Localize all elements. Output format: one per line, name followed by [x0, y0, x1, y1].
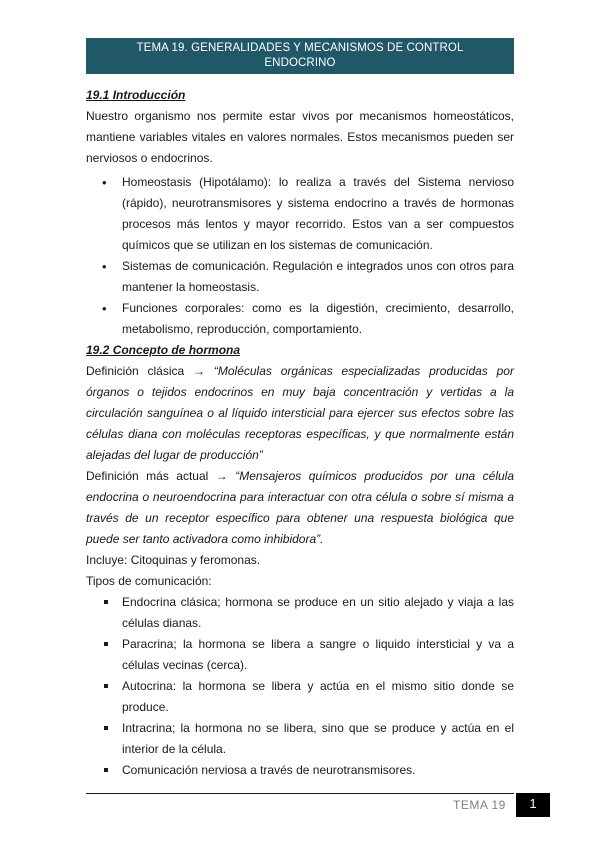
arrow-icon: → — [193, 364, 206, 378]
list-item: Paracrina; la hormona se libera a sangre o liquido intersticial y va a células vecinas (cerca). — [86, 634, 514, 676]
current-definition-paragraph — [86, 466, 514, 550]
classic-definition-paragraph — [86, 361, 514, 466]
list-item: Autocrina: la hormona se libera y actúa en el mismo sitio donde se produce. — [86, 676, 514, 718]
list-item: • Funciones corporales: como es la digestión, crecimiento, desarrollo, metabolismo, reproducción, comportamiento. — [86, 298, 514, 340]
section-heading-introduccion: 19.1 Introducción — [86, 88, 186, 102]
list-item: • Sistemas de comunicación. Regulación e integrados unos con otros para mantener la homeostasis. — [86, 256, 514, 298]
page-number: 1 — [516, 793, 550, 817]
communication-types-list — [86, 592, 514, 781]
section-heading-concepto-hormona: 19.2 Concepto de hormona — [86, 343, 241, 357]
header-title-line-1: TEMA 19. GENERALIDADES Y MECANISMOS DE CONTROL — [136, 42, 464, 54]
current-definition-text: “Mensajeros químicos producidos por una célula endocrina o neuroendocrina para interactuar con otra célula o sobre sí misma a través de un receptor específico para obtener una respuesta biológica que puede ser tanto activadora como inhibidora”. — [86, 469, 515, 546]
intro-bullet-list — [86, 172, 514, 340]
header-title-line-2: ENDOCRINO — [264, 56, 336, 69]
list-item: Intracrina; la hormona no se libera, sino que se produce y actúa en el interior de la célula. — [86, 718, 514, 760]
classic-definition-label: Definición clásica — [86, 364, 185, 378]
classic-definition-text: “Moléculas orgánicas especializadas producidas por órganos o tejidos endocrinos en muy baja concentración y vertidas a la circulación sanguínea o al líquido intersticial para ejercer sus efectos sobre las células diana con moléculas receptoras específicas, y que normalmente están alejadas del lugar de producción” — [86, 364, 514, 462]
list-item: Comunicación nerviosa a través de neurotransmisores. — [86, 760, 514, 781]
communication-types-label: Tipos de comunicación: — [86, 574, 212, 588]
intro-paragraph: Nuestro organismo nos permite estar vivos por mecanismos homeostáticos, mantiene variables vitales en valores normales. Estos mecanismos pueden ser nerviosos o endocrinos. — [86, 109, 514, 165]
page-header-banner — [86, 38, 514, 74]
arrow-icon: → — [215, 469, 228, 483]
current-definition-label: Definición más actual — [86, 469, 209, 483]
list-item: • Homeostasis (Hipotálamo): lo realiza a través del Sistema nervioso (rápido), neurotransmisores y sistema endocrino a través de hormonas procesos más lentos y mayor recorrido. Estos van a ser compuestos químicos que se utilizan en los sistemas de comunicación. — [86, 172, 514, 256]
footer-label: TEMA 19 — [453, 798, 506, 812]
footer-divider — [86, 793, 514, 794]
document-body — [86, 85, 514, 781]
list-item: Endocrina clásica; hormona se produce en un sitio alejado y viaja a las células dianas. — [86, 592, 514, 634]
includes-line: Incluye: Citoquinas y feromonas. — [86, 553, 261, 567]
